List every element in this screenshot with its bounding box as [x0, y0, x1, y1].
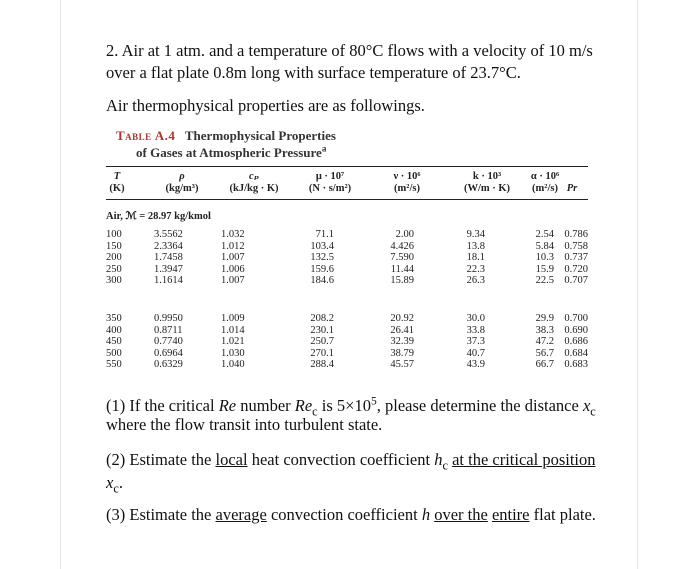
group1-cp: 1.032 1.012 1.007 1.006 1.007 [221, 229, 245, 287]
group1-mu: 71.1 103.4 132.5 159.6 184.6 [310, 229, 334, 287]
table-title-2: of Gases at Atmospheric Pressure [136, 145, 322, 160]
group2-Pr: 0.700 0.690 0.686 0.684 0.683 [564, 313, 588, 371]
group1-nu: 2.00 4.426 7.590 11.44 15.89 [390, 229, 414, 287]
group2-k: 30.0 33.8 37.3 40.7 43.9 [466, 313, 485, 371]
question-1: (1) If the critical Re number $Re_c$ is $5\times 10^5$, please determine the distance $x_c$ [106, 395, 596, 419]
header-T: T (K) [109, 171, 125, 194]
question-2-line-2: $x_c$. [106, 473, 123, 496]
problem-line-1: 2. Air at 1 atm. and a temperature of 80°C flows with a velocity of 10 m/s [106, 41, 593, 60]
header-mu: μ · 10⁷ (N · s/m²) [308, 171, 352, 194]
group1-alpha: 2.54 5.84 10.3 15.9 22.5 [535, 229, 554, 287]
header-k: k · 10³ (W/m · K) [463, 171, 511, 194]
group1-k: 9.34 13.8 18.1 22.3 26.3 [466, 229, 485, 287]
group2-T: 350 400 450 500 550 [106, 313, 122, 371]
problem-line-2: over a flat plate 0.8m long with surface temperature of 23.7°C. [106, 63, 521, 82]
group2-nu: 20.92 26.41 32.39 38.79 45.57 [390, 313, 414, 371]
group1-T: 100 150 200 250 300 [106, 229, 122, 287]
problem-intro: Air thermophysical properties are as followings. [106, 96, 425, 115]
header-cp: cₚ (kJ/kg · K) [229, 171, 279, 194]
header-alpha: α · 10⁶ (m²/s) [530, 171, 560, 194]
group2-cp: 1.009 1.014 1.021 1.030 1.040 [221, 313, 245, 371]
group1-Pr: 0.786 0.758 0.737 0.720 0.707 [564, 229, 588, 287]
question-1-line-2: where the flow transit into turbulent state. [106, 415, 383, 434]
header-Pr: Pr [566, 183, 578, 194]
table-title-1: Thermophysical Properties [184, 128, 336, 143]
table-label: Table A.4 [116, 128, 176, 143]
group2-alpha: 29.9 38.3 47.2 56.7 66.7 [535, 313, 554, 371]
footnote-mark: a [321, 143, 327, 154]
table-top-rule [106, 166, 588, 167]
header-rho: ρ (kg/m³) [165, 171, 199, 194]
group1-rho: 3.5562 2.3364 1.7458 1.3947 1.1614 [154, 229, 183, 287]
section-label: Air, ℳ = 28.97 kg/kmol [106, 211, 211, 222]
header-bottom-rule [106, 199, 588, 200]
table-caption [116, 127, 336, 161]
question-3: (3) Estimate the average convection coefficient h over the entire flat plate. [106, 505, 596, 524]
group2-mu: 208.2 230.1 250.7 270.1 288.4 [310, 313, 334, 371]
group2-rho: 0.9950 0.8711 0.7740 0.6964 0.6329 [154, 313, 183, 371]
question-2: (2) Estimate the local heat convection coefficient $h_c$ at the critical position [106, 450, 596, 473]
header-nu: ν · 10⁶ (m²/s) [393, 171, 421, 194]
